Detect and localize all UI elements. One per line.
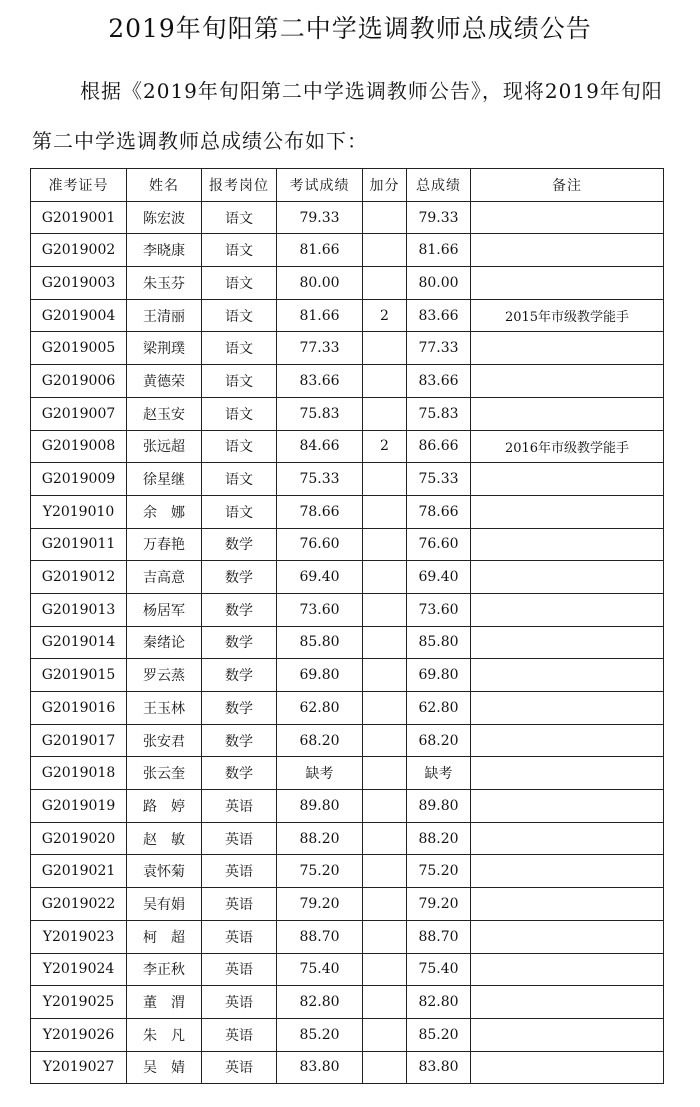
cell-note (471, 267, 664, 300)
cell-exam-id: Y2019025 (31, 986, 127, 1019)
cell-name: 袁怀菊 (127, 855, 202, 888)
cell-bonus: 2 (363, 430, 407, 463)
cell-exam-id: G2019001 (31, 201, 127, 234)
header-exam-id: 准考证号 (31, 169, 127, 202)
cell-note (471, 692, 664, 725)
table-row (31, 888, 664, 921)
table-row (31, 561, 664, 594)
cell-post: 英语 (202, 953, 277, 986)
cell-name: 赵 敏 (127, 822, 202, 855)
cell-total-score: 88.70 (407, 920, 471, 953)
cell-exam-id: G2019005 (31, 332, 127, 365)
cell-note: 2015年市级教学能手 (471, 299, 664, 332)
cell-post: 语文 (202, 299, 277, 332)
table-row (31, 201, 664, 234)
cell-name: 杨居军 (127, 593, 202, 626)
cell-exam-score: 80.00 (277, 267, 363, 300)
cell-name: 朱 凡 (127, 1018, 202, 1051)
table-row (31, 1018, 664, 1051)
table-row (31, 593, 664, 626)
cell-exam-score: 77.33 (277, 332, 363, 365)
cell-bonus (363, 790, 407, 823)
table-row (31, 463, 664, 496)
cell-total-score: 75.20 (407, 855, 471, 888)
cell-post: 英语 (202, 1051, 277, 1084)
cell-note (471, 528, 664, 561)
cell-total-score: 76.60 (407, 528, 471, 561)
cell-exam-id: Y2019027 (31, 1051, 127, 1084)
table-row (31, 626, 664, 659)
cell-post: 数学 (202, 561, 277, 594)
cell-total-score: 缺考 (407, 757, 471, 790)
cell-exam-score: 75.83 (277, 397, 363, 430)
cell-post: 语文 (202, 201, 277, 234)
cell-exam-id: Y2019023 (31, 920, 127, 953)
cell-note (471, 757, 664, 790)
cell-post: 语文 (202, 267, 277, 300)
cell-exam-id: G2019007 (31, 397, 127, 430)
cell-exam-id: G2019003 (31, 267, 127, 300)
cell-total-score: 85.80 (407, 626, 471, 659)
cell-post: 数学 (202, 692, 277, 725)
cell-total-score: 69.80 (407, 659, 471, 692)
cell-total-score: 62.80 (407, 692, 471, 725)
cell-bonus: 2 (363, 299, 407, 332)
cell-total-score: 89.80 (407, 790, 471, 823)
cell-note (471, 365, 664, 398)
cell-post: 语文 (202, 463, 277, 496)
cell-bonus (363, 397, 407, 430)
cell-bonus (363, 822, 407, 855)
cell-note (471, 920, 664, 953)
cell-bonus (363, 692, 407, 725)
cell-exam-id: G2019004 (31, 299, 127, 332)
cell-exam-score: 81.66 (277, 299, 363, 332)
cell-name: 秦绪论 (127, 626, 202, 659)
table-row (31, 659, 664, 692)
cell-exam-score: 缺考 (277, 757, 363, 790)
cell-name: 陈宏波 (127, 201, 202, 234)
table-row (31, 692, 664, 725)
cell-total-score: 79.33 (407, 201, 471, 234)
cell-note (471, 495, 664, 528)
header-exam-score: 考试成绩 (277, 169, 363, 202)
table-row (31, 234, 664, 267)
cell-post: 语文 (202, 365, 277, 398)
header-total-score: 总成绩 (407, 169, 471, 202)
cell-exam-score: 85.80 (277, 626, 363, 659)
header-bonus: 加分 (363, 169, 407, 202)
cell-post: 语文 (202, 397, 277, 430)
cell-total-score: 88.20 (407, 822, 471, 855)
table-row (31, 953, 664, 986)
cell-name: 张云奎 (127, 757, 202, 790)
header-note: 备注 (471, 169, 664, 202)
cell-note (471, 790, 664, 823)
cell-exam-score: 68.20 (277, 724, 363, 757)
cell-bonus (363, 332, 407, 365)
cell-name: 吴 婧 (127, 1051, 202, 1084)
cell-bonus (363, 953, 407, 986)
cell-bonus (363, 201, 407, 234)
cell-name: 朱玉芬 (127, 267, 202, 300)
cell-exam-score: 73.60 (277, 593, 363, 626)
cell-post: 语文 (202, 430, 277, 463)
cell-exam-score: 62.80 (277, 692, 363, 725)
cell-name: 李正秋 (127, 953, 202, 986)
cell-exam-score: 79.33 (277, 201, 363, 234)
cell-post: 数学 (202, 659, 277, 692)
cell-post: 数学 (202, 528, 277, 561)
cell-post: 英语 (202, 822, 277, 855)
cell-total-score: 75.40 (407, 953, 471, 986)
cell-note (471, 986, 664, 1019)
cell-note (471, 332, 664, 365)
cell-exam-score: 89.80 (277, 790, 363, 823)
cell-exam-score: 83.80 (277, 1051, 363, 1084)
cell-total-score: 73.60 (407, 593, 471, 626)
cell-name: 余 娜 (127, 495, 202, 528)
cell-exam-id: Y2019024 (31, 953, 127, 986)
cell-post: 数学 (202, 626, 277, 659)
cell-post: 语文 (202, 332, 277, 365)
cell-name: 路 婷 (127, 790, 202, 823)
cell-exam-id: G2019021 (31, 855, 127, 888)
cell-name: 李晓康 (127, 234, 202, 267)
cell-bonus (363, 593, 407, 626)
cell-name: 董 渭 (127, 986, 202, 1019)
cell-note (471, 626, 664, 659)
cell-bonus (363, 528, 407, 561)
cell-post: 英语 (202, 790, 277, 823)
table-row (31, 986, 664, 1019)
cell-bonus (363, 986, 407, 1019)
cell-exam-score: 76.60 (277, 528, 363, 561)
cell-post: 英语 (202, 1018, 277, 1051)
cell-total-score: 85.20 (407, 1018, 471, 1051)
cell-note: 2016年市级教学能手 (471, 430, 664, 463)
cell-name: 张远超 (127, 430, 202, 463)
table-body (31, 201, 664, 1084)
table-row (31, 397, 664, 430)
cell-bonus (363, 267, 407, 300)
cell-bonus (363, 888, 407, 921)
cell-exam-id: G2019014 (31, 626, 127, 659)
cell-note (471, 201, 664, 234)
cell-exam-score: 79.20 (277, 888, 363, 921)
cell-exam-score: 69.40 (277, 561, 363, 594)
cell-name: 徐星继 (127, 463, 202, 496)
cell-post: 数学 (202, 757, 277, 790)
cell-exam-score: 75.40 (277, 953, 363, 986)
cell-bonus (363, 495, 407, 528)
cell-exam-score: 83.66 (277, 365, 363, 398)
cell-post: 数学 (202, 593, 277, 626)
cell-exam-id: G2019011 (31, 528, 127, 561)
table-row (31, 920, 664, 953)
cell-bonus (363, 234, 407, 267)
cell-total-score: 77.33 (407, 332, 471, 365)
cell-exam-score: 75.20 (277, 855, 363, 888)
cell-exam-score: 84.66 (277, 430, 363, 463)
cell-note (471, 1018, 664, 1051)
table-row (31, 757, 664, 790)
cell-bonus (363, 920, 407, 953)
cell-total-score: 86.66 (407, 430, 471, 463)
cell-name: 黄德荣 (127, 365, 202, 398)
cell-total-score: 75.83 (407, 397, 471, 430)
cell-bonus (363, 659, 407, 692)
cell-post: 英语 (202, 986, 277, 1019)
cell-total-score: 68.20 (407, 724, 471, 757)
cell-total-score: 79.20 (407, 888, 471, 921)
cell-bonus (363, 463, 407, 496)
cell-exam-id: G2019012 (31, 561, 127, 594)
cell-note (471, 1051, 664, 1084)
cell-exam-id: G2019002 (31, 234, 127, 267)
cell-exam-id: G2019022 (31, 888, 127, 921)
cell-total-score: 81.66 (407, 234, 471, 267)
cell-post: 英语 (202, 888, 277, 921)
score-table (30, 168, 664, 1084)
table-row (31, 724, 664, 757)
table-row (31, 1051, 664, 1084)
cell-bonus (363, 561, 407, 594)
cell-name: 梁荆璞 (127, 332, 202, 365)
cell-total-score: 83.66 (407, 365, 471, 398)
cell-post: 数学 (202, 724, 277, 757)
header-post: 报考岗位 (202, 169, 277, 202)
cell-note (471, 463, 664, 496)
cell-bonus (363, 626, 407, 659)
cell-exam-id: G2019020 (31, 822, 127, 855)
cell-total-score: 82.80 (407, 986, 471, 1019)
table-row (31, 495, 664, 528)
cell-bonus (363, 724, 407, 757)
cell-exam-score: 69.80 (277, 659, 363, 692)
cell-post: 英语 (202, 855, 277, 888)
cell-exam-score: 75.33 (277, 463, 363, 496)
table-row (31, 855, 664, 888)
cell-exam-score: 88.70 (277, 920, 363, 953)
cell-post: 英语 (202, 920, 277, 953)
cell-bonus (363, 855, 407, 888)
cell-note (471, 888, 664, 921)
table-row (31, 822, 664, 855)
cell-exam-score: 78.66 (277, 495, 363, 528)
cell-bonus (363, 1051, 407, 1084)
cell-name: 张安君 (127, 724, 202, 757)
cell-bonus (363, 365, 407, 398)
table-row (31, 790, 664, 823)
intro-paragraph: 根据《2019年旬阳第二中学选调教师公告》，现将2019年旬阳第二中学选调教师总成绩公布如下： (32, 79, 663, 153)
cell-name: 王清丽 (127, 299, 202, 332)
cell-exam-score: 88.20 (277, 822, 363, 855)
cell-bonus (363, 1018, 407, 1051)
cell-total-score: 69.40 (407, 561, 471, 594)
cell-note (471, 561, 664, 594)
cell-exam-id: G2019018 (31, 757, 127, 790)
cell-note (471, 397, 664, 430)
cell-name: 吴有娟 (127, 888, 202, 921)
cell-note (471, 234, 664, 267)
cell-exam-id: G2019019 (31, 790, 127, 823)
table-row (31, 430, 664, 463)
cell-total-score: 75.33 (407, 463, 471, 496)
table-row (31, 365, 664, 398)
cell-exam-id: G2019015 (31, 659, 127, 692)
cell-exam-id: G2019016 (31, 692, 127, 725)
cell-total-score: 80.00 (407, 267, 471, 300)
cell-note (471, 593, 664, 626)
page-title: 2019年旬阳第二中学选调教师总成绩公告 (108, 14, 592, 43)
cell-exam-id: G2019008 (31, 430, 127, 463)
cell-exam-score: 82.80 (277, 986, 363, 1019)
cell-note (471, 855, 664, 888)
table-row (31, 528, 664, 561)
cell-note (471, 659, 664, 692)
cell-note (471, 822, 664, 855)
cell-post: 语文 (202, 234, 277, 267)
header-name: 姓名 (127, 169, 202, 202)
table-row (31, 332, 664, 365)
cell-name: 万春艳 (127, 528, 202, 561)
cell-note (471, 953, 664, 986)
cell-name: 王玉林 (127, 692, 202, 725)
cell-exam-score: 81.66 (277, 234, 363, 267)
table-row (31, 267, 664, 300)
cell-name: 柯 超 (127, 920, 202, 953)
cell-name: 罗云蒸 (127, 659, 202, 692)
cell-name: 吉高意 (127, 561, 202, 594)
cell-total-score: 83.66 (407, 299, 471, 332)
cell-exam-id: G2019013 (31, 593, 127, 626)
cell-exam-score: 85.20 (277, 1018, 363, 1051)
cell-name: 赵玉安 (127, 397, 202, 430)
cell-note (471, 724, 664, 757)
cell-post: 语文 (202, 495, 277, 528)
cell-total-score: 78.66 (407, 495, 471, 528)
cell-exam-id: G2019006 (31, 365, 127, 398)
cell-exam-id: G2019009 (31, 463, 127, 496)
cell-exam-id: Y2019010 (31, 495, 127, 528)
cell-exam-id: Y2019026 (31, 1018, 127, 1051)
table-header-row (31, 169, 664, 202)
table-row (31, 299, 664, 332)
cell-bonus (363, 757, 407, 790)
cell-total-score: 83.80 (407, 1051, 471, 1084)
cell-exam-id: G2019017 (31, 724, 127, 757)
